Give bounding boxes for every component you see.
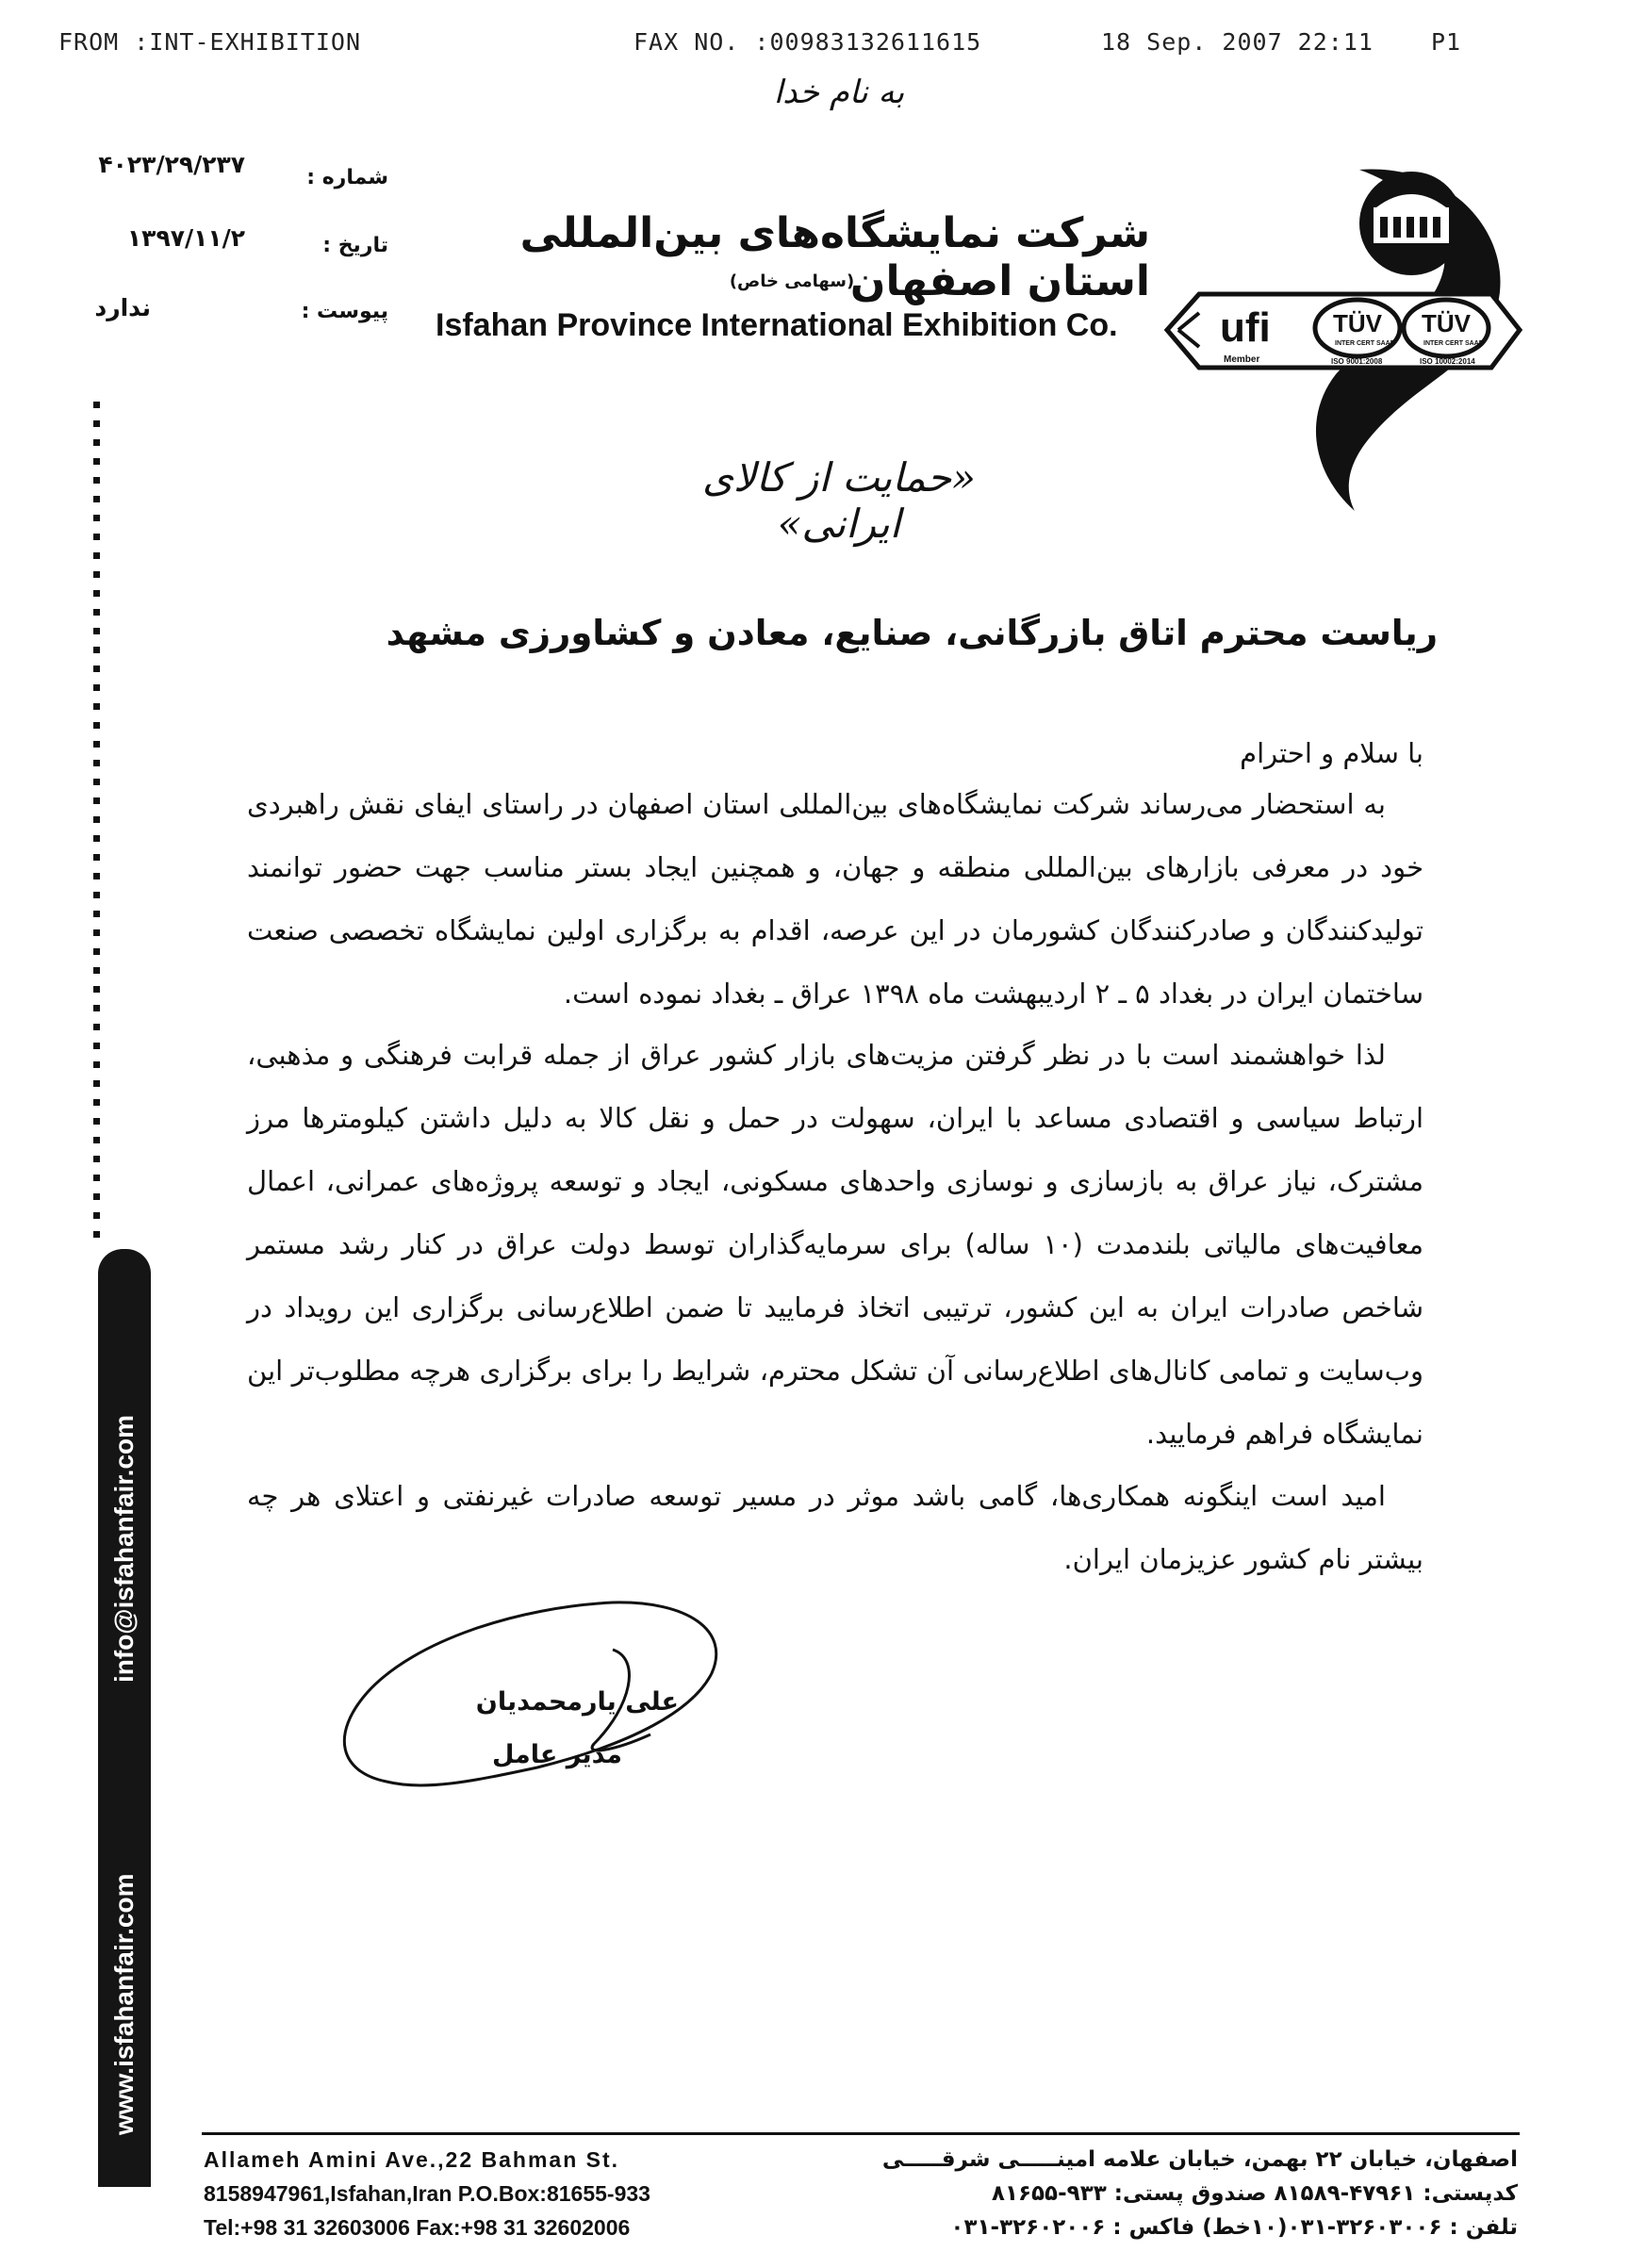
greeting: با سلام و احترام <box>1240 737 1423 769</box>
company-type: (سهامی خاص) <box>729 271 855 291</box>
attachment-value: ندارد <box>94 294 151 321</box>
date-value: ۱۳۹۷/۱۱/۲ <box>126 224 245 252</box>
svg-text:ISO 9001:2008: ISO 9001:2008 <box>1331 357 1383 366</box>
tuv-logo-text: TÜV <box>1333 309 1382 337</box>
paragraph-2: لذا خواهشمند است با در نظر گرفتن مزیت‌های بازار کشور عراق از جمله قرابت فرهنگی و مذهبی، ارتباط سیاسی و اقتصادی مساعد با ایران، سهولت در حمل و نقل کالا به دلیل داشتن کیلومترها مرز مشترک، نیاز عراق به بازسازی و نوسازی واحدهای مسکونی، ایجاد و توسعه پروژه‌های عمرانی، اعمال معافیت‌های مالیاتی بلندمدت (۱۰ ساله) برای سرمایه‌گذاران توسط دولت عراق در کنار رشد مستمر شاخص صادرات ایران به این کشور، ترتیبی اتخاذ فرمایید تا ضمن اطلاع‌رسانی برگزاری این رویداد در وب‌سایت و تمامی کانال‌های اطلاع‌رسانی آن تشکل محترم، شرایط را برای برگزاری هرچه مطلوب‌تر این نمایشگاه فراهم فرمایید. <box>247 1039 1424 1450</box>
paragraph-3: امید است اینگونه همکاری‌ها، گامی باشد موثر در مسیر توسعه صادرات غیرنفتی و اعتلای هر چه بیشتر نام کشور عزیزمان ایران. <box>247 1480 1423 1575</box>
fax-number: FAX NO. :00983132611615 <box>634 28 982 56</box>
company-name-en: Isfahan Province International Exhibition Co. <box>436 307 1118 343</box>
sidebar-email: info@isfahanfair.com <box>109 1414 139 1683</box>
invocation: به نام خدا <box>773 74 905 111</box>
date-label: تاریخ : <box>322 234 388 257</box>
svg-text:INTER CERT SAAR: INTER CERT SAAR <box>1423 340 1484 347</box>
svg-text:Member: Member <box>1224 354 1260 365</box>
footer-postal-fa: کدپستی: ۴۷۹۶۱-۸۱۵۸۹ صندوق پستی: ۹۳۳-۸۱۶۵۵ <box>991 2181 1518 2206</box>
paragraph-1: به استحضار می‌رساند شرکت نمایشگاه‌های بین‌المللی استان اصفهان در راستای ایفای نقش راهبردی خود در معرفی بازارهای بین‌المللی منطقه و جهان، و همچنین ایجاد بستر مناسب جهت حضور توانمند تولیدکنندگان و صادرکنندگان کشورمان در این عرصه، اقدام به برگزاری اولین نمایشگاه تخصصی صنعت ساختمان ایران در بغداد ۵ ـ ۲ اردیبهشت ماه ۱۳۹۸ عراق ـ بغداد نموده است. <box>247 788 1423 1010</box>
addressee: ریاست محترم اتاق بازرگانی، صنایع، معادن و کشاورزی مشهد <box>386 613 1438 653</box>
footer-postal-en: 8158947961,Isfahan,Iran P.O.Box:81655-933 <box>204 2181 650 2206</box>
footer-divider <box>202 2132 1520 2135</box>
svg-text:ISO 10002:2014: ISO 10002:2014 <box>1420 357 1475 366</box>
sidebar-website: www.isfahanfair.com <box>109 1873 139 2135</box>
company-logo <box>1161 162 1529 520</box>
fax-page: P1 <box>1431 28 1462 56</box>
side-contact-bar <box>98 1249 151 2187</box>
footer-address-fa: اصفهان، خیابان ۲۲ بهمن، خیابان علامه امینـــــی شرقـــــی <box>881 2147 1518 2172</box>
tuv-logo-text-2: TÜV <box>1422 309 1471 337</box>
footer-address-en: Allameh Amini Ave.,22 Bahman St. <box>204 2147 620 2172</box>
signer-title: مدیر عامل <box>491 1740 622 1769</box>
fax-datetime: 18 Sep. 2007 22:11 <box>1101 28 1374 56</box>
attachment-label: پیوست : <box>301 300 388 323</box>
motto: «حمایت از کالای ایرانی» <box>702 454 976 547</box>
ufi-logo-text: ufi <box>1220 304 1271 351</box>
number-value: ۴۰۲۳/۲۹/۲۳۷ <box>98 151 245 178</box>
fax-from: FROM :INT-EXHIBITION <box>58 28 362 56</box>
number-label: شماره : <box>306 166 388 189</box>
footer-phone-en: Tel:+98 31 32603006 Fax:+98 31 32602006 <box>204 2215 631 2240</box>
svg-text:INTER CERT SAAR: INTER CERT SAAR <box>1335 340 1395 347</box>
signer-name: علی یارمحمدیان <box>475 1687 679 1717</box>
footer-phone-fa: تلفن : ۳۲۶۰۳۰۰۶-۰۳۱(۱۰خط) فاکس : ۳۲۶۰۲۰۰۶-۰۳۱ <box>950 2215 1518 2240</box>
company-name-fa: شرکت نمایشگاه‌های بین‌المللی استان اصفهان <box>519 209 1150 305</box>
